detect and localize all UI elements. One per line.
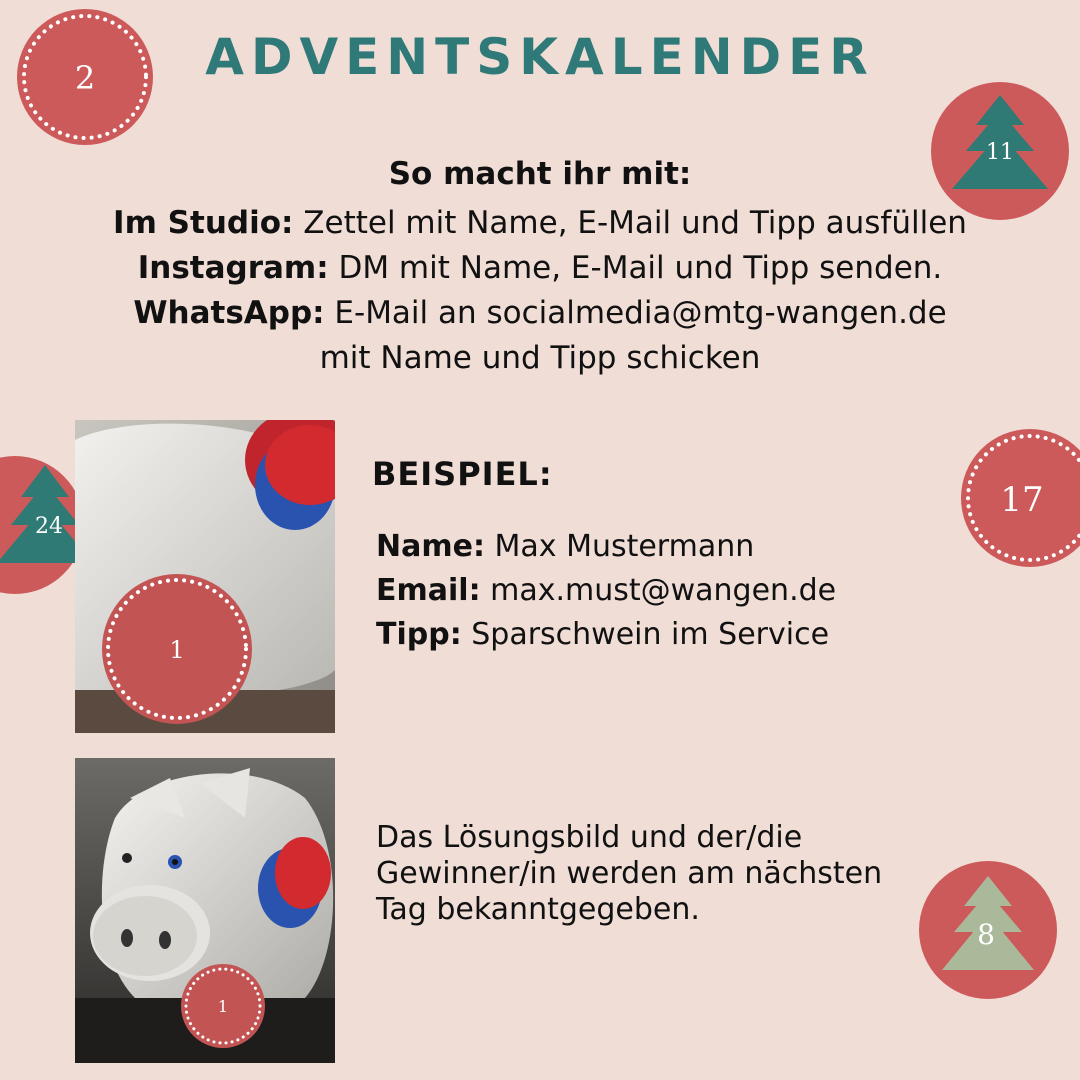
instruction-line-whatsapp: WhatsApp: E-Mail an socialmedia@mtg-wangen.de bbox=[133, 295, 947, 331]
instruction-line-whatsapp-cont: mit Name und Tipp schicken bbox=[319, 340, 761, 376]
advent-badge-8 bbox=[918, 860, 1058, 1000]
example-details bbox=[376, 525, 836, 657]
badge-number: 1 bbox=[217, 997, 229, 1016]
instruction-line-studio: Im Studio: Zettel mit Name, E-Mail und Tipp ausfüllen bbox=[113, 205, 967, 241]
badge-number: 24 bbox=[35, 514, 63, 539]
advent-badge-11 bbox=[930, 81, 1070, 221]
badge-number: 11 bbox=[986, 140, 1014, 165]
badge-number: 1 bbox=[169, 636, 185, 664]
example-email: Email: max.must@wangen.de bbox=[376, 573, 837, 608]
advent-badge-24 bbox=[0, 455, 85, 595]
example-title: BEISPIEL: bbox=[372, 455, 553, 493]
badge-number: 17 bbox=[1000, 480, 1044, 520]
instruction-line-instagram: Instagram: DM mit Name, E-Mail und Tipp senden. bbox=[137, 250, 943, 286]
page-title: ADVENTSKALENDER bbox=[205, 28, 875, 86]
example-tip: Tipp: Sparschwein im Service bbox=[376, 617, 830, 652]
closing-note: Das Lösungsbild und der/die Gewinner/in werden am nächsten Tag bekanntgegeben. bbox=[376, 820, 883, 927]
instructions bbox=[0, 152, 1080, 381]
example-photo-closeup bbox=[75, 420, 335, 733]
badge-number: 8 bbox=[977, 918, 995, 951]
example-photo-piggy bbox=[75, 758, 335, 1063]
instructions-heading: So macht ihr mit: bbox=[388, 156, 692, 192]
advent-badge-2 bbox=[15, 7, 155, 147]
example-name: Name: Max Mustermann bbox=[376, 529, 755, 564]
badge-number: 2 bbox=[74, 59, 96, 97]
advent-badge-17 bbox=[960, 428, 1080, 568]
